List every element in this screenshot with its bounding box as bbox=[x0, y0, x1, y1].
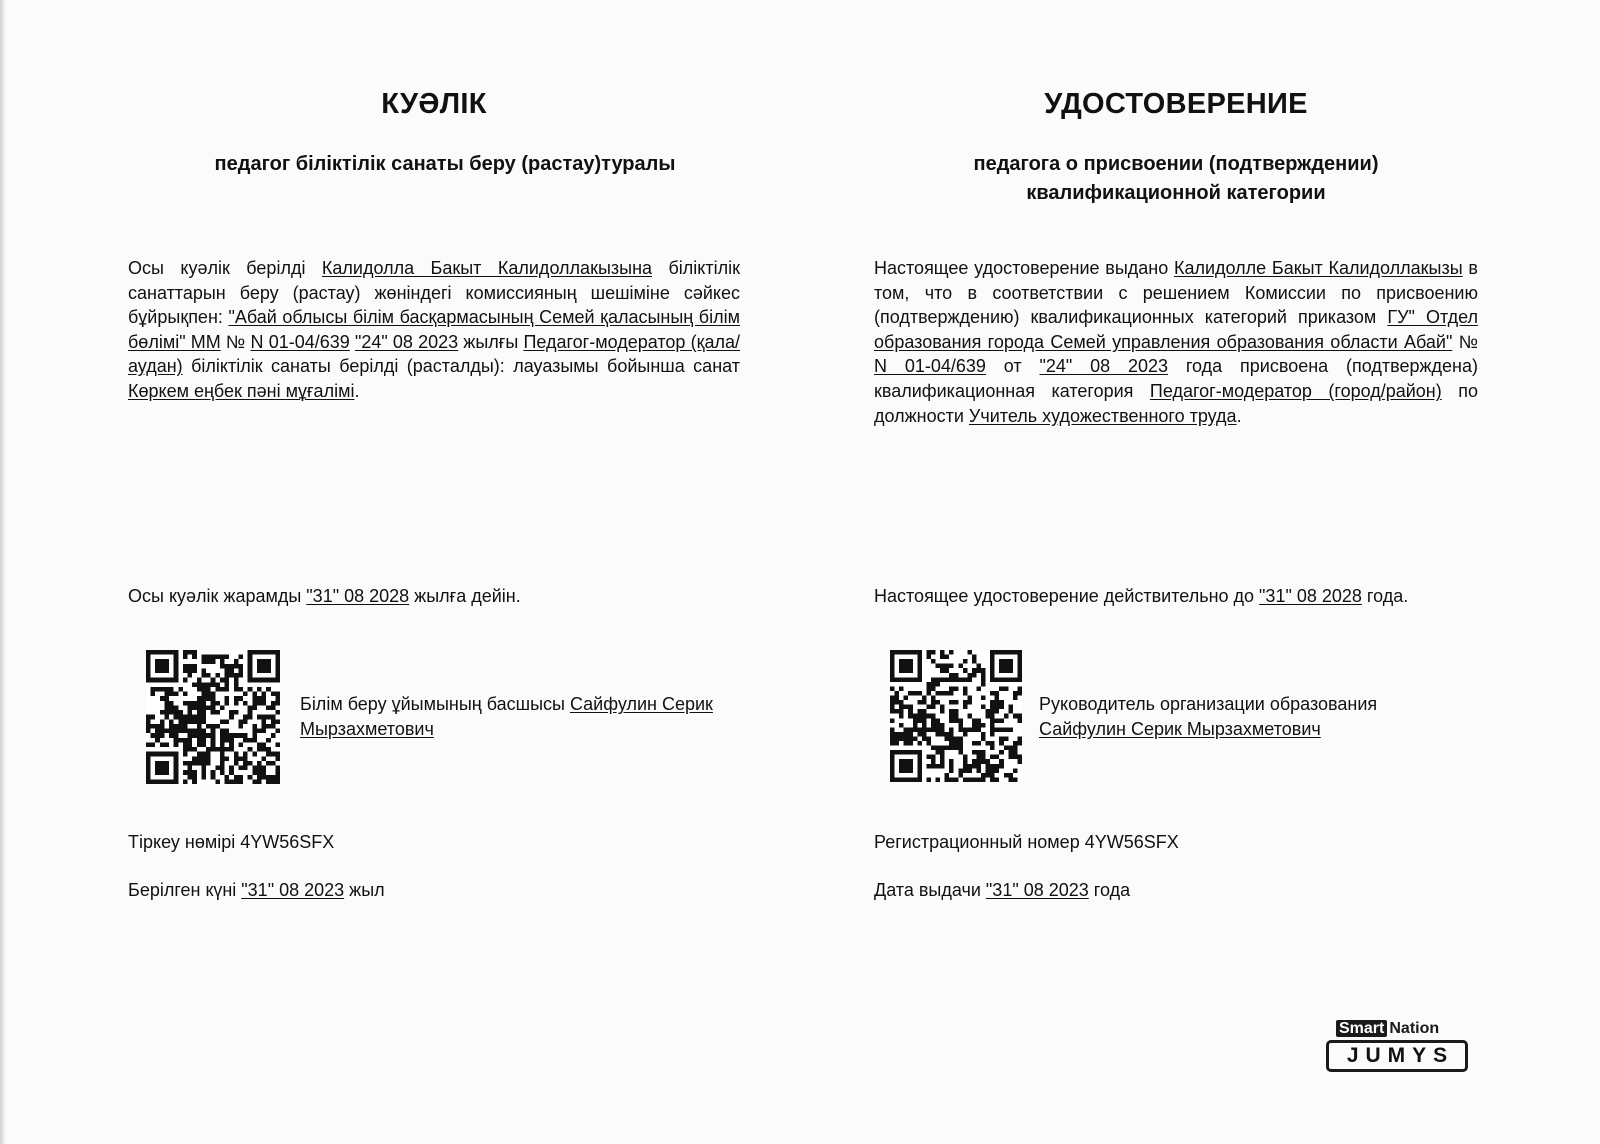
smartnation-jumys-logo bbox=[1326, 1018, 1472, 1076]
recipient-name: Калидолле Бакыт Калидоллакызы bbox=[1173, 258, 1463, 278]
validity-line bbox=[874, 586, 1538, 607]
body-text-part: года присвоена (подтверждена) квалификационная категория bbox=[874, 356, 1478, 401]
order-number: N 01-04/639 bbox=[874, 356, 986, 377]
issuing-organization: "Абай облысы білім басқармасының Семей қаласының білім бөлімі" ММ bbox=[128, 307, 740, 352]
signer-title: Білім беру ұйымының басшысы bbox=[300, 694, 570, 714]
validity-suffix: жылға дейін. bbox=[409, 586, 521, 606]
signer-block bbox=[300, 692, 720, 741]
body-text-part: по должности bbox=[874, 380, 1478, 426]
russian-body bbox=[874, 256, 1478, 428]
validity-date: "31" 08 2028 bbox=[306, 586, 410, 606]
issue-date: "31" 08 2023 bbox=[985, 880, 1089, 900]
kazakh-subtitle: педагог біліктілік санаты беру (растау)туралы bbox=[214, 153, 676, 175]
page-edge bbox=[0, 0, 6, 1144]
qualification-category: Педагог-модератор (город/район) bbox=[1149, 380, 1442, 401]
body-text-part: біліктілік санаты берілді (расталды): лауазымы бойынша санат bbox=[182, 356, 740, 377]
russian-subtitle bbox=[874, 150, 1478, 208]
signer-block bbox=[1039, 692, 1479, 741]
validity-line bbox=[128, 586, 801, 607]
validity-prefix: Осы куәлік жарамды bbox=[128, 586, 307, 606]
body-text-part: Осы куәлік берілді bbox=[128, 258, 322, 278]
issue-date-line bbox=[874, 880, 1130, 901]
signer-name: Сайфулин Серик Мырзахметович bbox=[300, 694, 713, 739]
validity-suffix: года. bbox=[1361, 586, 1409, 606]
body-text-part: № bbox=[1452, 331, 1479, 352]
body-text-part: . bbox=[354, 380, 360, 401]
issue-date-suffix: года bbox=[1088, 880, 1131, 900]
logo-nation: Nation bbox=[1389, 1020, 1440, 1037]
logo-top-text bbox=[1336, 1020, 1439, 1038]
subtitle-line: педагога о присвоении (подтверждении) bbox=[973, 153, 1379, 175]
recipient-name: Калидолла Бакыт Калидоллакызына bbox=[321, 258, 653, 278]
body-text-part: біліктілік санаттарын беру (растау) жөніндегі комиссияның шешіміне сәйкес бұйрықпен: bbox=[128, 258, 740, 328]
logo-smart: Smart bbox=[1336, 1020, 1387, 1037]
issue-date-suffix: жыл bbox=[344, 880, 385, 900]
logo-jumys: JUMYS bbox=[1326, 1040, 1468, 1072]
issue-date: "31" 08 2023 bbox=[241, 880, 345, 900]
qualification-category: Педагог-модератор (қала/аудан) bbox=[128, 331, 740, 377]
body-text-part: от bbox=[985, 356, 1040, 377]
registration-number: Регистрационный номер 4YW56SFX bbox=[874, 832, 1179, 852]
order-number: N 01-04/639 bbox=[250, 331, 350, 352]
body-text-part: жылғы bbox=[458, 331, 524, 352]
kazakh-title: КУӘЛІК bbox=[381, 88, 487, 120]
body-text-part: № bbox=[220, 331, 251, 352]
body-text-part: Настоящее удостоверение выдано bbox=[874, 258, 1174, 278]
validity-prefix: Настоящее удостоверение действительно до bbox=[874, 586, 1260, 606]
validity-date: "31" 08 2028 bbox=[1259, 586, 1362, 606]
kazakh-body bbox=[128, 256, 740, 404]
issue-date-line bbox=[128, 880, 385, 901]
order-date: "24" 08 2023 bbox=[354, 331, 459, 352]
russian-title: УДОСТОВЕРЕНИЕ bbox=[1044, 88, 1308, 120]
registration-number: Тіркеу нөмірі 4YW56SFX bbox=[128, 832, 335, 852]
order-date: "24" 08 2023 bbox=[1039, 356, 1169, 377]
signer-name: Сайфулин Серик Мырзахметович bbox=[1039, 718, 1321, 739]
qr-code bbox=[890, 650, 1022, 782]
subtitle-line: квалификационной категории bbox=[1026, 182, 1326, 204]
body-text-part: . bbox=[1236, 405, 1242, 426]
issue-date-prefix: Дата выдачи bbox=[874, 880, 986, 900]
qr-code bbox=[146, 650, 280, 784]
position: Учитель художественного труда bbox=[968, 405, 1237, 426]
issue-date-prefix: Берілген күні bbox=[128, 880, 242, 900]
position: Көркем еңбек пәні мұғалімі bbox=[128, 380, 355, 401]
body-text-part: в том, что в соответствии с решением Комиссии по присвоению (подтверждению) квалификационных категорий приказом bbox=[874, 258, 1478, 328]
issuing-organization: ГУ" Отдел образования города Семей управления образования области Абай" bbox=[874, 307, 1479, 352]
signer-title: Руководитель организации образования bbox=[1039, 694, 1378, 714]
